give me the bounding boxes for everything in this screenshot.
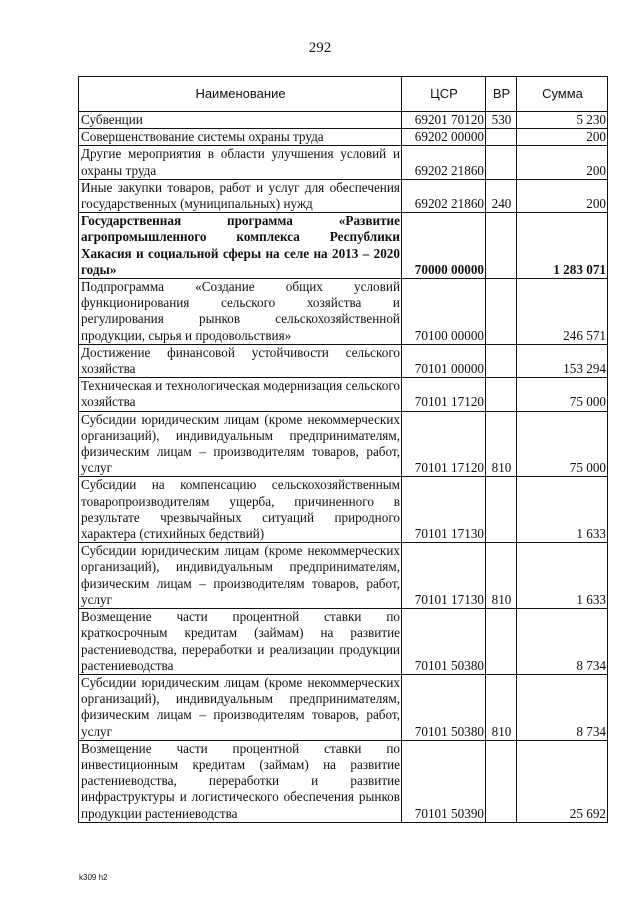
cell-vr: 530 bbox=[486, 112, 517, 129]
table-row bbox=[79, 146, 608, 179]
cell-sum: 1 633 bbox=[517, 477, 608, 543]
cell-csr: 70101 50380 bbox=[402, 674, 486, 740]
header-csr: ЦСР bbox=[402, 77, 486, 112]
table-row bbox=[79, 543, 608, 609]
table-row bbox=[79, 279, 608, 345]
cell-csr: 70101 50380 bbox=[402, 609, 486, 675]
cell-name: Возмещение части процентной ставки по краткосрочным кредитам (займам) на развитие растениеводства, переработки и реализации продукции растениеводства bbox=[79, 609, 402, 675]
cell-name: Государственная программа «Развитие агропромышленного комплекса Республики Хакасия и социальной сферы на селе на 2013 – 2020 годы» bbox=[79, 213, 402, 279]
cell-name: Другие мероприятия в области улучшения условий и охраны труда bbox=[79, 146, 402, 179]
table-body bbox=[79, 112, 608, 823]
budget-table bbox=[78, 76, 608, 823]
cell-name: Достижение финансовой устойчивости сельского хозяйства bbox=[79, 344, 402, 377]
table-row bbox=[79, 674, 608, 740]
cell-vr bbox=[486, 378, 517, 411]
cell-sum: 200 bbox=[517, 146, 608, 179]
table-header-row bbox=[79, 77, 608, 112]
cell-vr bbox=[486, 740, 517, 822]
cell-name: Совершенствование системы охраны труда bbox=[79, 129, 402, 146]
cell-sum: 153 294 bbox=[517, 344, 608, 377]
cell-vr bbox=[486, 213, 517, 279]
cell-csr: 70101 00000 bbox=[402, 344, 486, 377]
table-row bbox=[79, 112, 608, 129]
header-sum: Сумма bbox=[517, 77, 608, 112]
cell-sum: 8 734 bbox=[517, 674, 608, 740]
header-vr: ВР bbox=[486, 77, 517, 112]
cell-sum: 1 283 071 bbox=[517, 213, 608, 279]
cell-sum: 25 692 bbox=[517, 740, 608, 822]
cell-vr bbox=[486, 146, 517, 179]
cell-csr: 70101 17120 bbox=[402, 378, 486, 411]
cell-csr: 70100 00000 bbox=[402, 279, 486, 345]
cell-sum: 246 571 bbox=[517, 279, 608, 345]
cell-vr bbox=[486, 279, 517, 345]
cell-csr: 69202 00000 bbox=[402, 129, 486, 146]
cell-vr: 810 bbox=[486, 674, 517, 740]
cell-csr: 70101 17130 bbox=[402, 543, 486, 609]
cell-csr: 69202 21860 bbox=[402, 179, 486, 212]
cell-name: Субсидии юридическим лицам (кроме некоммерческих организаций), индивидуальным предпринимателям, физическим лицам – производителям товаров, работ, услуг bbox=[79, 543, 402, 609]
cell-sum: 75 000 bbox=[517, 378, 608, 411]
header-name: Наименование bbox=[79, 77, 402, 112]
cell-sum: 200 bbox=[517, 129, 608, 146]
cell-vr bbox=[486, 477, 517, 543]
cell-vr: 810 bbox=[486, 543, 517, 609]
cell-sum: 1 633 bbox=[517, 543, 608, 609]
cell-vr bbox=[486, 344, 517, 377]
cell-name: Подпрограмма «Создание общих условий функционирования сельского хозяйства и регулирования рынков сельскохозяйственной продукции, сырья и продовольствия» bbox=[79, 279, 402, 345]
cell-name: Субсидии юридическим лицам (кроме некоммерческих организаций), индивидуальным предпринимателям, физическим лицам – производителям товаров, работ, услуг bbox=[79, 674, 402, 740]
cell-name: Субсидии на компенсацию сельскохозяйственным товаропроизводителям ущерба, причиненного в результате чрезвычайных ситуаций природного характера (стихийных бедствий) bbox=[79, 477, 402, 543]
cell-name: Субсидии юридическим лицам (кроме некоммерческих организаций), индивидуальным предпринимателям, физическим лицам – производителям товаров, работ, услуг bbox=[79, 411, 402, 477]
cell-name: Субвенции bbox=[79, 112, 402, 129]
cell-vr: 810 bbox=[486, 411, 517, 477]
cell-csr: 70101 50390 bbox=[402, 740, 486, 822]
table-row bbox=[79, 344, 608, 377]
table-row bbox=[79, 609, 608, 675]
table-row bbox=[79, 411, 608, 477]
table-row bbox=[79, 179, 608, 212]
table-row bbox=[79, 378, 608, 411]
cell-csr: 70101 17120 bbox=[402, 411, 486, 477]
table-row bbox=[79, 740, 608, 822]
cell-csr: 70101 17130 bbox=[402, 477, 486, 543]
cell-name: Иные закупки товаров, работ и услуг для обеспечения государственных (муниципальных) нужд bbox=[79, 179, 402, 212]
cell-csr: 69202 21860 bbox=[402, 146, 486, 179]
cell-sum: 8 734 bbox=[517, 609, 608, 675]
cell-csr: 69201 70120 bbox=[402, 112, 486, 129]
cell-name: Возмещение части процентной ставки по инвестиционным кредитам (займам) на развитие растениеводства, переработки и развитие инфраструктуры и логистического обеспечения рынков продукции растениеводства bbox=[79, 740, 402, 822]
footer-code: k309 h2 bbox=[79, 873, 108, 882]
table-row bbox=[79, 213, 608, 279]
table-row bbox=[79, 477, 608, 543]
cell-csr: 70000 00000 bbox=[402, 213, 486, 279]
page-number: 292 bbox=[308, 40, 332, 56]
cell-sum: 75 000 bbox=[517, 411, 608, 477]
cell-name: Техническая и технологическая модернизация сельского хозяйства bbox=[79, 378, 402, 411]
cell-vr bbox=[486, 609, 517, 675]
cell-vr bbox=[486, 129, 517, 146]
cell-vr: 240 bbox=[486, 179, 517, 212]
cell-sum: 200 bbox=[517, 179, 608, 212]
cell-sum: 5 230 bbox=[517, 112, 608, 129]
table-row bbox=[79, 129, 608, 146]
